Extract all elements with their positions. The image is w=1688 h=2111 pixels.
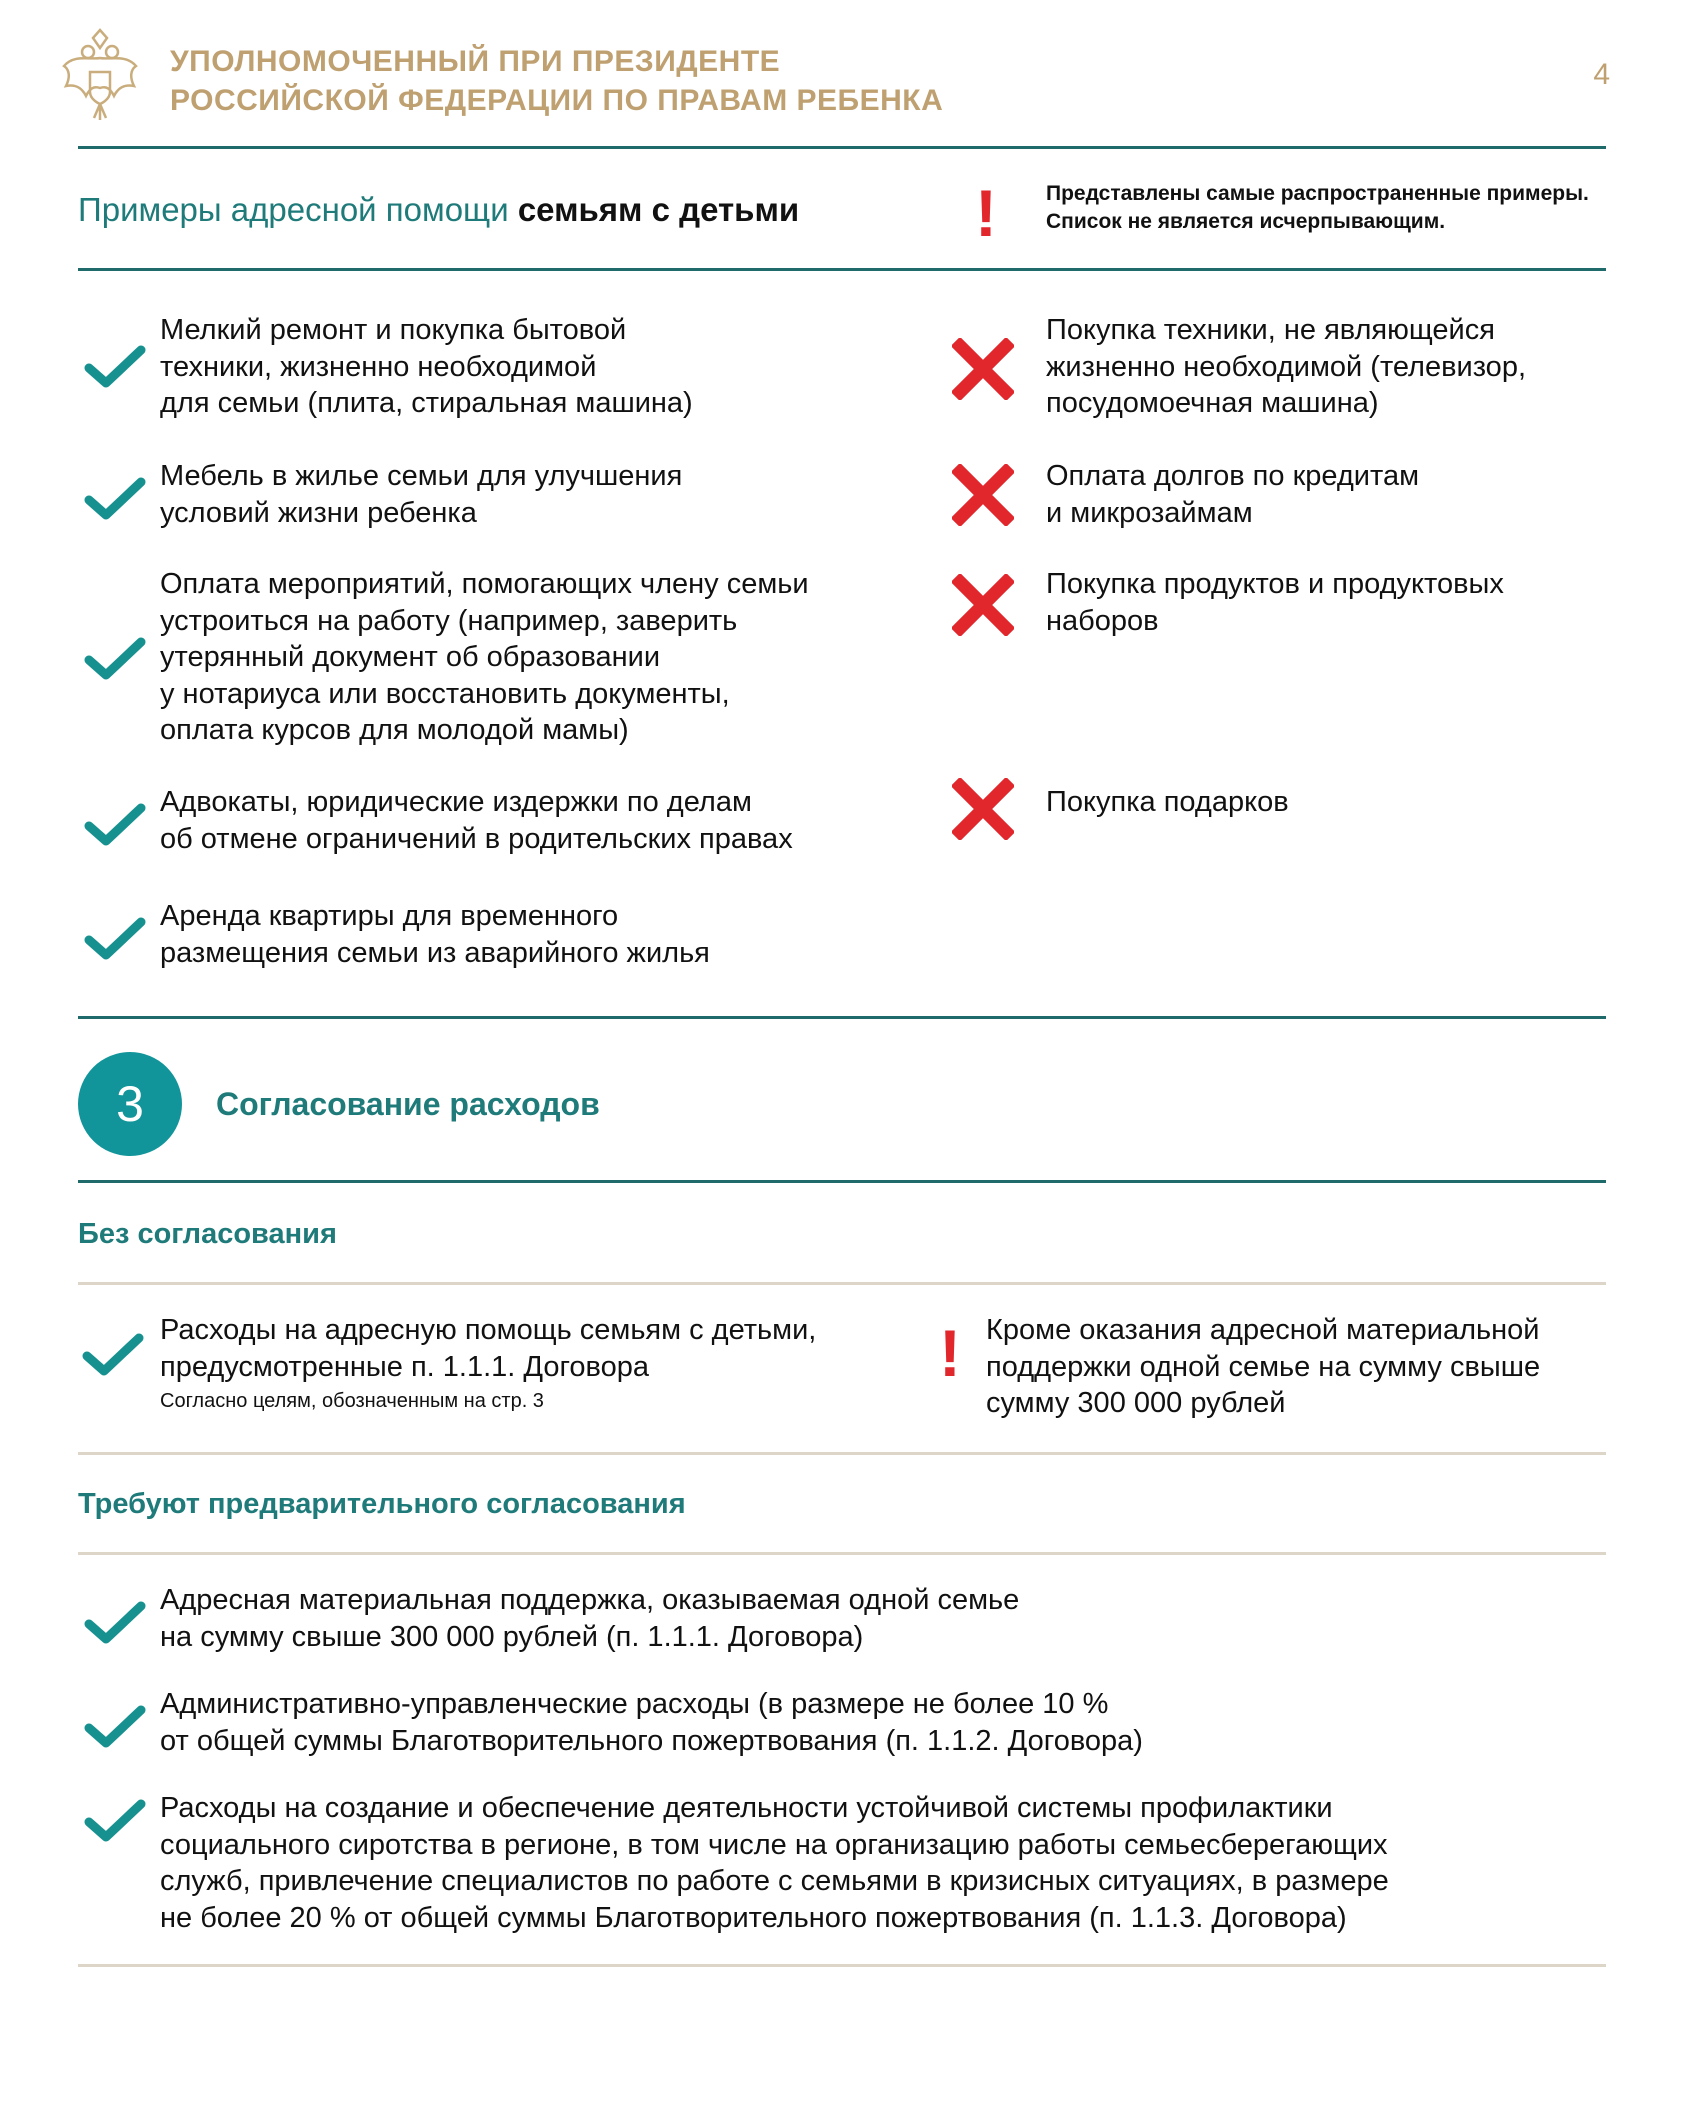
- allowed-item: Адвокаты, юридические издержки по делам об отмене ограничений в родительских правах: [160, 786, 793, 855]
- allowed-item: Аренда квартиры для временного размещения семьи из аварийного жилья: [160, 900, 710, 969]
- prior-approval-heading: Требуют предварительного согласования: [78, 1488, 686, 1520]
- divider: [78, 1452, 1606, 1455]
- divider: [78, 1016, 1606, 1019]
- forbidden-item: Оплата долгов по кредитам и микрозаймам: [1046, 460, 1420, 529]
- prior-approval-item: Административно-управленческие расходы (в размере не более 10 % от общей суммы Благотворительного пожертвования (п. 1.1.2. Договора): [160, 1688, 1143, 1757]
- cross-icon: [952, 464, 1014, 526]
- divider: [78, 1180, 1606, 1183]
- divider: [78, 268, 1606, 271]
- organization-name-line1: УПОЛНОМОЧЕННЫЙ ПРИ ПРЕЗИДЕНТЕ: [170, 45, 781, 78]
- allowed-item: Мелкий ремонт и покупка бытовой техники, жизненно необходимой для семьи (плита, стиральная машина): [160, 314, 693, 419]
- divider: [78, 1282, 1606, 1285]
- check-icon: [82, 1332, 144, 1378]
- cross-icon: [952, 574, 1014, 636]
- organization-name: [170, 42, 943, 120]
- check-icon: [84, 476, 146, 522]
- forbidden-item: Покупка техники, не являющейся жизненно необходимой (телевизор, посудомоечная машина): [1046, 314, 1527, 419]
- section-title: [78, 188, 799, 232]
- no-approval-warning: Кроме оказания адресной материальной поддержки одной семье на сумму свыше сумму 300 000 рублей: [986, 1314, 1541, 1419]
- section-title-dark: семьям с детьми: [517, 191, 800, 228]
- check-icon: [84, 1600, 146, 1646]
- cross-icon: [952, 338, 1014, 400]
- section-number-badge: 3: [78, 1052, 182, 1156]
- prior-approval-item: Расходы на создание и обеспечение деятельности устойчивой системы профилактики социального сиротства в регионе, в том числе на организацию работы семьесберегающих служб, привлечение специалистов по работе с семьями в кризисных ситуациях, в размере не более 20 % от общей суммы Благотворительного пожертвования (п. 1.1.3. Договора): [160, 1792, 1389, 1934]
- allowed-item: Мебель в жилье семьи для улучшения условий жизни ребенка: [160, 460, 683, 529]
- divider: [78, 1552, 1606, 1555]
- emblem-icon: [60, 26, 140, 126]
- forbidden-item: Покупка подарков: [1046, 786, 1289, 818]
- check-icon: [84, 636, 146, 682]
- no-approval-heading: Без согласования: [78, 1218, 337, 1250]
- examples-note-line1: Представлены самые распространенные примеры.: [1046, 182, 1589, 205]
- section-title-teal: Примеры адресной помощи: [78, 191, 509, 228]
- check-icon: [84, 1704, 146, 1750]
- check-icon: [84, 344, 146, 390]
- prior-approval-item: Адресная материальная поддержка, оказываемая одной семье на сумму свыше 300 000 рублей (п. 1.1.1. Договора): [160, 1584, 1020, 1653]
- examples-note: [1046, 180, 1589, 236]
- check-icon: [84, 916, 146, 962]
- check-icon: [84, 802, 146, 848]
- exclamation-icon: !: [975, 176, 997, 250]
- examples-note-line2: Список не является исчерпывающим.: [1046, 210, 1446, 233]
- exclamation-icon: !: [939, 1316, 961, 1390]
- forbidden-item: Покупка продуктов и продуктовых наборов: [1046, 568, 1504, 637]
- section3-title: Согласование расходов: [216, 1086, 600, 1122]
- divider: [78, 146, 1606, 149]
- divider: [78, 1964, 1606, 1967]
- no-approval-item: Расходы на адресную помощь семьям с детьми, предусмотренные п. 1.1.1. Договора: [160, 1314, 817, 1383]
- check-icon: [84, 1798, 146, 1844]
- no-approval-item-note: Согласно целям, обозначенным на стр. 3: [160, 1390, 544, 1412]
- allowed-item: Оплата мероприятий, помогающих члену семьи устроиться на работу (например, заверить утерянный документ об образовании у нотариуса или восстановить документы, оплата курсов для молодой мамы): [160, 568, 809, 746]
- organization-name-line2: РОССИЙСКОЙ ФЕДЕРАЦИИ ПО ПРАВАМ РЕБЕНКА: [170, 84, 944, 117]
- cross-icon: [952, 778, 1014, 840]
- page-number: 4: [1593, 58, 1610, 91]
